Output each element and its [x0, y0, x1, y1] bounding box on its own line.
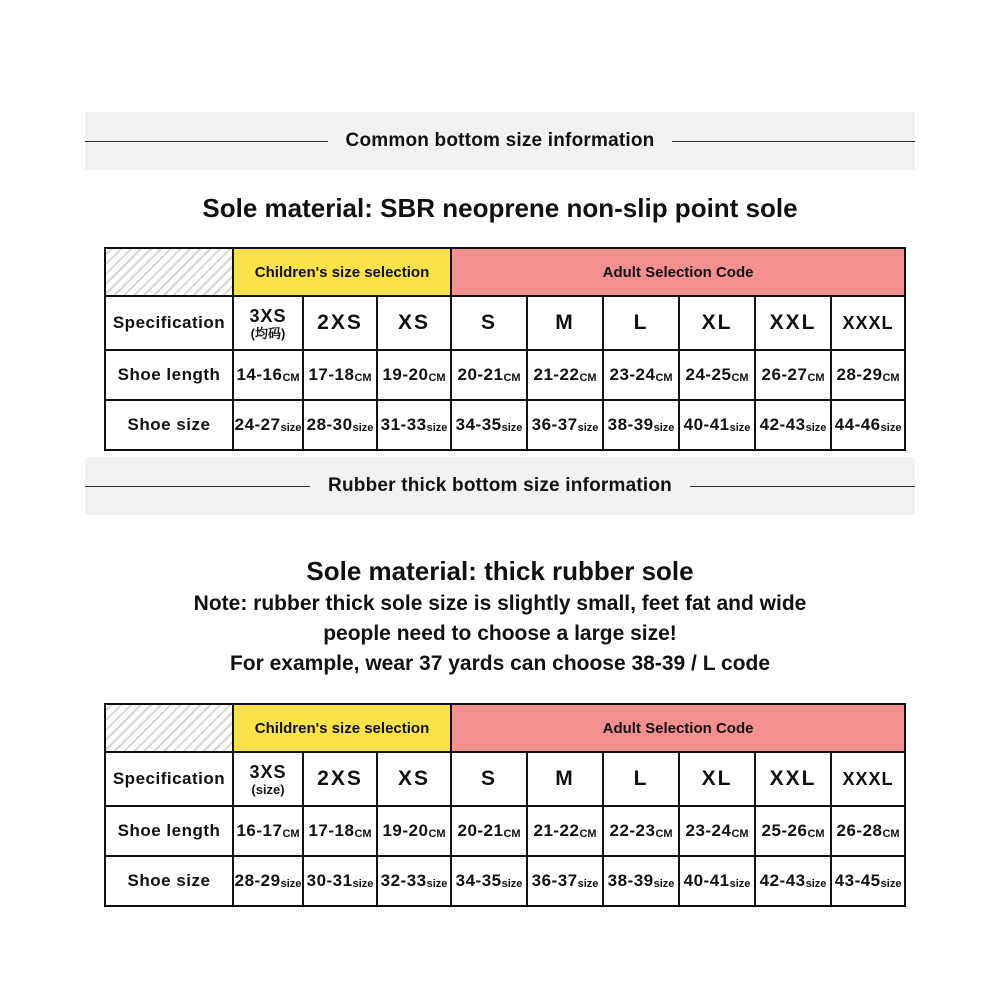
kids-size-header: Children's size selection [233, 248, 451, 296]
row-label-shoe-size: Shoe size [105, 856, 233, 906]
shoe-length-l: 22-23CM [603, 806, 679, 856]
note-line-3: For example, wear 37 yards can choose 38-39 / L code [229, 652, 771, 675]
row-label-shoe-size: Shoe size [105, 400, 233, 450]
shoe-length-xs: 19-20CM [377, 350, 451, 400]
note-line-2: people need to choose a large size! [323, 622, 677, 645]
shoe-size-l: 38-39size [603, 856, 679, 906]
table-row [105, 400, 905, 450]
size-code-2xs: 2XS [303, 296, 377, 350]
shoe-length-xxxl: 26-28CM [831, 806, 905, 856]
size-code-l: L [603, 296, 679, 350]
shoe-length-2xs: 17-18CM [303, 350, 377, 400]
shoe-size-3xs: 28-29size [233, 856, 303, 906]
size-code-xl: XL [679, 296, 755, 350]
size-code-xxl: XXL [755, 296, 831, 350]
size-code-l: L [603, 752, 679, 806]
shoe-length-m: 21-22CM [527, 350, 603, 400]
shoe-size-s: 34-35size [451, 400, 527, 450]
row-label-specification: Specification [105, 296, 233, 350]
size-code-xxxl: XXXL [831, 296, 905, 350]
shoe-length-xl: 23-24CM [679, 806, 755, 856]
banner-rule-right [672, 141, 915, 142]
table-row [105, 856, 905, 906]
banner-title: Rubber thick bottom size information [328, 475, 672, 496]
shoe-size-xxxl: 44-46size [831, 400, 905, 450]
adult-size-header: Adult Selection Code [451, 704, 905, 752]
rubber-sole-note [0, 589, 1000, 679]
shoe-length-2xs: 17-18CM [303, 806, 377, 856]
corner-cell [105, 704, 233, 752]
shoe-size-3xs: 24-27size [233, 400, 303, 450]
banner-rule-left [85, 486, 310, 487]
row-label-shoe-length: Shoe length [105, 350, 233, 400]
row-label-specification: Specification [105, 752, 233, 806]
shoe-size-m: 36-37size [527, 400, 603, 450]
table-row [105, 806, 905, 856]
size-code-xxxl: XXXL [831, 752, 905, 806]
size-table-rubber [104, 703, 906, 907]
shoe-size-xl: 40-41size [679, 400, 755, 450]
shoe-length-xxl: 25-26CM [755, 806, 831, 856]
table-row [105, 752, 905, 806]
shoe-length-3xs: 14-16CM [233, 350, 303, 400]
size-code-xs: XS [377, 296, 451, 350]
size-table-common [104, 247, 906, 451]
shoe-size-xxl: 42-43size [755, 400, 831, 450]
shoe-length-xs: 19-20CM [377, 806, 451, 856]
note-line-1: Note: rubber thick sole size is slightly small, feet fat and wide [193, 592, 807, 615]
banner-title: Common bottom size information [345, 130, 655, 151]
row-label-shoe-length: Shoe length [105, 806, 233, 856]
size-code-m: M [527, 752, 603, 806]
section-banner-rubber [85, 457, 915, 515]
section-banner-common [85, 112, 915, 170]
shoe-length-3xs: 16-17CM [233, 806, 303, 856]
corner-cell [105, 248, 233, 296]
size-code-s: S [451, 752, 527, 806]
shoe-length-s: 20-21CM [451, 350, 527, 400]
section-heading-common: Sole material: SBR neoprene non-slip point sole [202, 193, 798, 223]
size-code-s: S [451, 296, 527, 350]
size-code-m: M [527, 296, 603, 350]
shoe-size-xs: 31-33size [377, 400, 451, 450]
size-code-3xs: 3XS (均码) [233, 296, 303, 350]
shoe-size-xxl: 42-43size [755, 856, 831, 906]
shoe-size-2xs: 30-31size [303, 856, 377, 906]
kids-size-header: Children's size selection [233, 704, 451, 752]
table-row [105, 704, 905, 752]
shoe-size-xxxl: 43-45size [831, 856, 905, 906]
banner-rule-right [690, 486, 915, 487]
table-row [105, 296, 905, 350]
size-code-xs: XS [377, 752, 451, 806]
shoe-size-l: 38-39size [603, 400, 679, 450]
shoe-length-xxl: 26-27CM [755, 350, 831, 400]
size-code-2xs: 2XS [303, 752, 377, 806]
shoe-length-xl: 24-25CM [679, 350, 755, 400]
adult-size-header: Adult Selection Code [451, 248, 905, 296]
size-code-3xs: 3XS (size) [233, 752, 303, 806]
shoe-size-xl: 40-41size [679, 856, 755, 906]
section-heading-rubber: Sole material: thick rubber sole [306, 556, 694, 586]
shoe-length-s: 20-21CM [451, 806, 527, 856]
banner-rule-left [85, 141, 328, 142]
size-code-xxl: XXL [755, 752, 831, 806]
table-row [105, 248, 905, 296]
shoe-length-l: 23-24CM [603, 350, 679, 400]
shoe-size-m: 36-37size [527, 856, 603, 906]
shoe-length-xxxl: 28-29CM [831, 350, 905, 400]
size-code-xl: XL [679, 752, 755, 806]
shoe-length-m: 21-22CM [527, 806, 603, 856]
table-row [105, 350, 905, 400]
shoe-size-s: 34-35size [451, 856, 527, 906]
shoe-size-xs: 32-33size [377, 856, 451, 906]
shoe-size-2xs: 28-30size [303, 400, 377, 450]
